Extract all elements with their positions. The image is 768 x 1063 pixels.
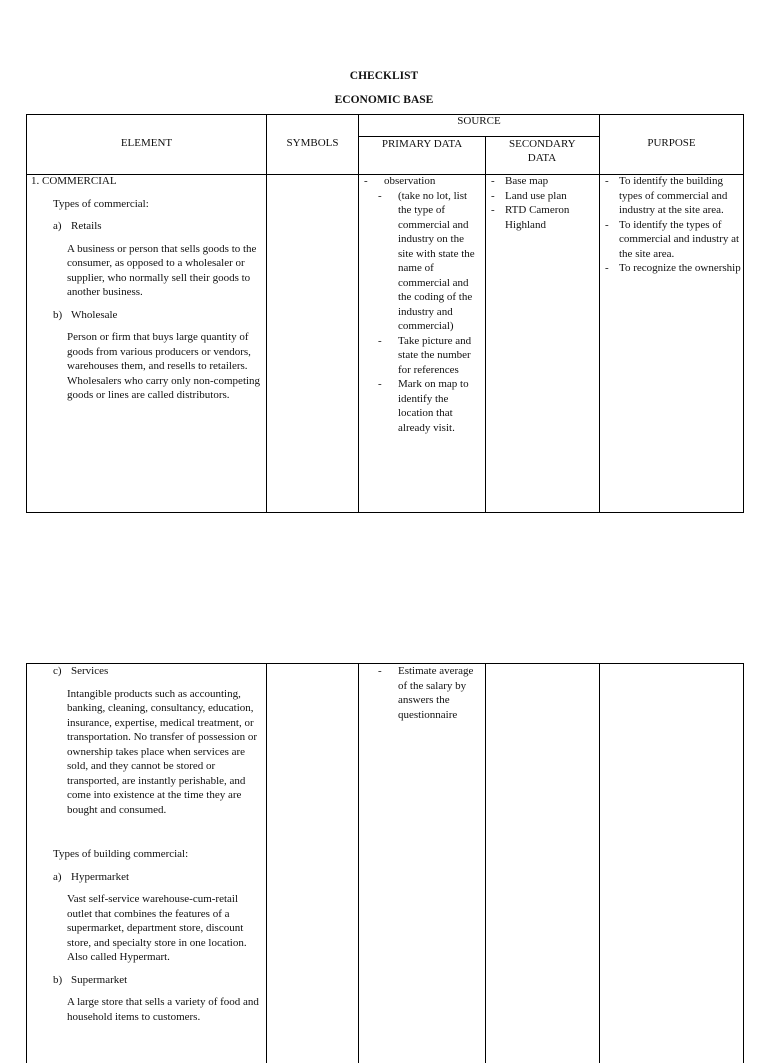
list-item: - Mark on map to identify the location that already visit. (360, 377, 480, 435)
types-label: Types of commercial: (53, 197, 149, 210)
list-item (31, 219, 263, 234)
column-divider (358, 664, 359, 1063)
item-marker: b) (53, 308, 63, 321)
list-item: - To identify the building types of commercial and industry at the site area. (601, 174, 741, 218)
checklist-table-2 (26, 663, 744, 1063)
list-item: - observation (360, 174, 480, 189)
item-title: Retails (71, 220, 102, 232)
list-item (31, 870, 263, 885)
header-element: ELEMENT (120, 137, 173, 149)
item-title: Hypermarket (71, 870, 130, 883)
header-primary-data: PRIMARY DATA (381, 138, 463, 150)
list-item (31, 664, 263, 679)
item-marker: a) (53, 870, 62, 883)
page-title: CHECKLIST (349, 70, 419, 82)
header-symbols: SYMBOLS (286, 137, 339, 149)
item-description: A large store that sells a variety of food and household items to customers. (67, 996, 259, 1023)
checklist-table-1 (26, 114, 744, 513)
page-subtitle: ECONOMIC BASE (334, 94, 434, 106)
item-marker: a) (53, 220, 62, 232)
list-item: - Base map (487, 174, 597, 189)
list-item: - RTD Cameron Highland (487, 203, 597, 232)
column-divider (599, 664, 600, 1063)
list-item (31, 973, 263, 988)
list-item: - Land use plan (487, 189, 597, 204)
section-heading: 1. COMMERCIAL (31, 175, 117, 187)
column-divider (266, 664, 267, 1063)
list-item: - Estimate average of the salary by answers the questionnaire (360, 664, 480, 722)
secondary-data-cell (487, 174, 597, 232)
list-item: - To recognize the ownership (601, 261, 741, 276)
item-title: Wholesale (71, 308, 118, 321)
item-description: Intangible products such as accounting, banking, cleaning, consultancy, education, insurance, expertise, medical treatment, or transportation. No transfer of possession or ownership takes place when services are sold, and they cannot be stored or transported, are instantly perishable, and come into existence at the time they are bought and consumed. (67, 687, 258, 816)
item-marker: c) (53, 665, 62, 677)
list-item: - (take no lot, list the type of commercial and industry on the site with state the name of commercial and the coding of the industry and commercial) (360, 189, 480, 334)
primary-data-cell (360, 174, 480, 435)
purpose-list (601, 174, 741, 276)
primary-data-list (360, 664, 480, 722)
primary-data-cell (360, 664, 480, 722)
list-item (31, 308, 263, 323)
secondary-data-list (487, 174, 597, 232)
types-label: Types of building commercial: (53, 848, 189, 860)
item-description: Person or firm that buys large quantity of goods from various producers or vendors, warehouses them, and resells to retailers. Wholesalers who carry only non-competing goods or lines are called distributors. (67, 331, 261, 401)
primary-data-list (360, 174, 480, 435)
element-cell (31, 664, 263, 1024)
list-item: - Take picture and state the number for references (360, 334, 480, 378)
list-item: - To identify the types of commercial and industry at the site area. (601, 218, 741, 262)
item-title: Supermarket (71, 973, 128, 986)
item-marker: b) (53, 973, 63, 986)
item-description: A business or person that sells goods to the consumer, as opposed to a wholesaler or supplier, who normally sell their goods to another business. (67, 242, 257, 298)
header-purpose: PURPOSE (647, 137, 696, 149)
column-divider (485, 137, 486, 512)
item-title: Services (71, 665, 109, 677)
header-source: SOURCE (457, 115, 501, 127)
column-divider (485, 664, 486, 1063)
element-cell (31, 174, 263, 403)
item-description: Vast self-service warehouse-cum-retail outlet that combines the features of a supermarket, department store, discount store, and specialty store in one location. Also called Hypermart. (67, 893, 247, 963)
header-secondary-data: SECONDARY DATA (509, 138, 576, 164)
purpose-cell (601, 174, 741, 276)
